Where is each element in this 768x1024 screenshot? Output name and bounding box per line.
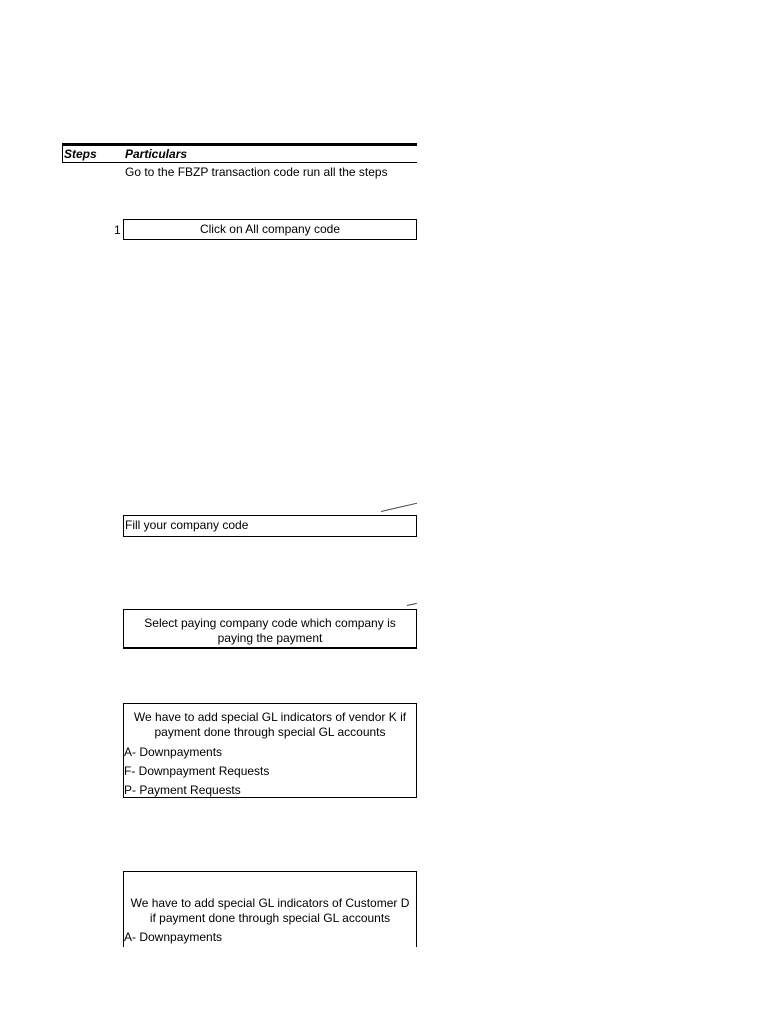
- customer-special-gl-heading: We have to add special GL indicators of Customer D if payment done through special GL accounts: [130, 896, 410, 925]
- vendor-indicator-a: A- Downpayments: [124, 745, 223, 759]
- step-number: 1: [114, 223, 121, 237]
- fill-company-code-text: Fill your company code: [125, 518, 249, 532]
- header-top-border: [62, 143, 417, 146]
- vendor-indicator-p: P- Payment Requests: [124, 783, 241, 797]
- paying-company-code-box: [123, 609, 417, 649]
- step1-box: [123, 219, 417, 240]
- step1-text: Click on All company code: [199, 222, 341, 236]
- header-left-border: [62, 143, 63, 163]
- vendor-special-gl-box: [123, 703, 417, 798]
- vendor-indicator-f: F- Downpayment Requests: [124, 764, 270, 778]
- customer-special-gl-box: [123, 871, 417, 947]
- paying-company-code-text: Select paying company code which company is paying the payment: [144, 616, 396, 645]
- header-bottom-border: [62, 162, 417, 163]
- callout-line: [381, 503, 417, 512]
- vendor-special-gl-heading: We have to add special GL indicators of vendor K if payment done through special GL accounts: [133, 710, 407, 739]
- intro-text: Go to the FBZP transaction code run all the steps: [125, 165, 388, 179]
- column-header-steps: Steps: [64, 147, 97, 161]
- callout-line-2: [407, 603, 417, 606]
- customer-indicator-a: A- Downpayments: [124, 930, 223, 944]
- fill-company-code-box: [123, 515, 417, 537]
- column-header-particulars: Particulars: [125, 147, 188, 161]
